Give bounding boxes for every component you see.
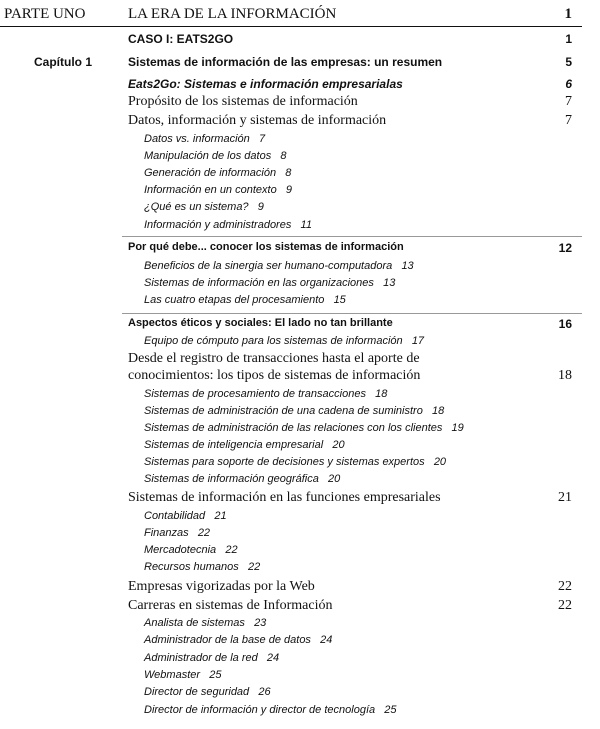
entry-text: Carreras en sistemas de Información (128, 598, 333, 613)
subentry-text: Sistemas de inteligencia empresarial 20 (144, 439, 345, 451)
entry-text: Datos, información y sistemas de información (128, 113, 387, 128)
entry-page: 7 (565, 113, 572, 128)
subentry-text: Manipulación de los datos 8 (144, 150, 287, 162)
subentry-text: Equipo de cómputo para los sistemas de información 17 (144, 335, 425, 347)
subentry-page: 22 (197, 527, 211, 539)
subentry-text: Administrador de la base de datos 24 (144, 634, 333, 646)
entry-text: Por qué debe... conocer los sistemas de información (128, 241, 404, 253)
entry-page: 12 (558, 241, 572, 255)
entry-text: Eats2Go: Sistemas e información empresarialas (128, 77, 403, 91)
subentry-text: Las cuatro etapas del procesamiento 15 (144, 294, 346, 306)
chapter-label: Capítulo 1 (34, 55, 93, 69)
subentry-page: 13 (401, 260, 414, 272)
subentry-page: 26 (258, 686, 271, 698)
subentry-page: 8 (285, 167, 292, 179)
part-page-number: 1 (564, 6, 572, 22)
subentry-text: Director de información y director de tecnología 25 (144, 704, 397, 716)
entry-page: 18 (558, 368, 572, 383)
entry-text: Empresas vigorizadas por la Web (128, 579, 315, 594)
chapter-page: 5 (565, 55, 572, 69)
subentry-text: Sistemas de información en las organizaciones 13 (144, 277, 396, 289)
part-divider (0, 26, 582, 27)
part-label: PARTE UNO (4, 6, 86, 22)
part-header (0, 6, 600, 28)
subentry-page: 24 (320, 634, 333, 646)
subentry-text: Beneficios de la sinergia ser humano-computadora 13 (144, 260, 414, 272)
subentry-text: Director de seguridad 26 (144, 686, 271, 698)
subentry-page: 15 (333, 294, 346, 306)
entry-text: Aspectos éticos y sociales: El lado no tan brillante (128, 317, 393, 329)
subentry-page: 7 (258, 133, 266, 145)
entry-text: Propósito de los sistemas de información (128, 94, 358, 109)
subentry-text: Generación de información 8 (144, 167, 292, 179)
part-title: LA ERA DE LA INFORMACIÓN (128, 6, 337, 22)
subentry-text: Sistemas para soporte de decisiones y sistemas expertos 20 (144, 456, 447, 468)
entry-page: 22 (558, 579, 572, 594)
subentry-text: Recursos humanos 22 (144, 561, 261, 573)
subentry-text: Analista de sistemas 23 (144, 617, 267, 629)
subentry-page: 25 (384, 704, 397, 716)
subentry-text: Sistemas de administración de las relaciones con los clientes 19 (144, 422, 464, 434)
chapter-title: Sistemas de información de las empresas: un resumen (128, 55, 443, 69)
subentry-text: Administrador de la red 24 (144, 652, 280, 664)
subentry-text: Mercadotecnia 22 (144, 544, 238, 556)
subentry-page: 11 (300, 219, 312, 231)
subentry-page: 22 (225, 544, 238, 556)
subentry-page: 20 (433, 456, 447, 468)
subentry-text: Sistemas de procesamiento de transacciones 18 (144, 388, 388, 400)
case-title: CASO I: EATS2GO (128, 32, 234, 46)
subentry-text: Contabilidad 21 (144, 510, 227, 522)
subentry-page: 8 (280, 150, 287, 162)
section-divider (122, 313, 582, 314)
subentry-text: Webmaster 25 (144, 669, 222, 681)
subentry-text: ¿Qué es un sistema? 9 (144, 201, 264, 213)
subentry-page: 20 (332, 439, 345, 451)
subentry-page: 9 (257, 201, 264, 213)
entry-text: Sistemas de información en las funciones empresariales (128, 490, 441, 505)
case-page: 1 (565, 32, 572, 46)
subentry-text: Información y administradores 11 (144, 219, 312, 231)
subentry-page: 13 (383, 277, 396, 289)
subentry-page: 18 (432, 405, 445, 417)
entry-page: 22 (558, 598, 572, 613)
subentry-page: 18 (375, 388, 388, 400)
section-divider (122, 236, 582, 237)
entry-page: 21 (558, 490, 572, 505)
subentry-text: Finanzas 22 (144, 527, 211, 539)
subentry-page: 19 (451, 422, 464, 434)
entry-text: conocimientos: los tipos de sistemas de información (128, 368, 421, 383)
entry-page: 7 (565, 94, 572, 109)
subentry-text: Sistemas de administración de una cadena de suministro 18 (144, 405, 445, 417)
subentry-page: 23 (254, 617, 267, 629)
subentry-page: 17 (411, 335, 425, 347)
subentry-text: Información en un contexto 9 (144, 184, 292, 196)
subentry-page: 21 (214, 510, 227, 522)
subentry-page: 25 (209, 669, 222, 681)
entry-text: Desde el registro de transacciones hasta el aporte de (128, 351, 420, 366)
subentry-page: 9 (285, 184, 292, 196)
entry-page: 6 (565, 77, 572, 91)
subentry-text: Sistemas de información geográfica 20 (144, 473, 341, 485)
subentry-page: 22 (247, 561, 261, 573)
subentry-page: 20 (328, 473, 341, 485)
subentry-text: Datos vs. información 7 (144, 133, 266, 145)
entry-page: 16 (558, 317, 572, 331)
subentry-page: 24 (266, 652, 280, 664)
